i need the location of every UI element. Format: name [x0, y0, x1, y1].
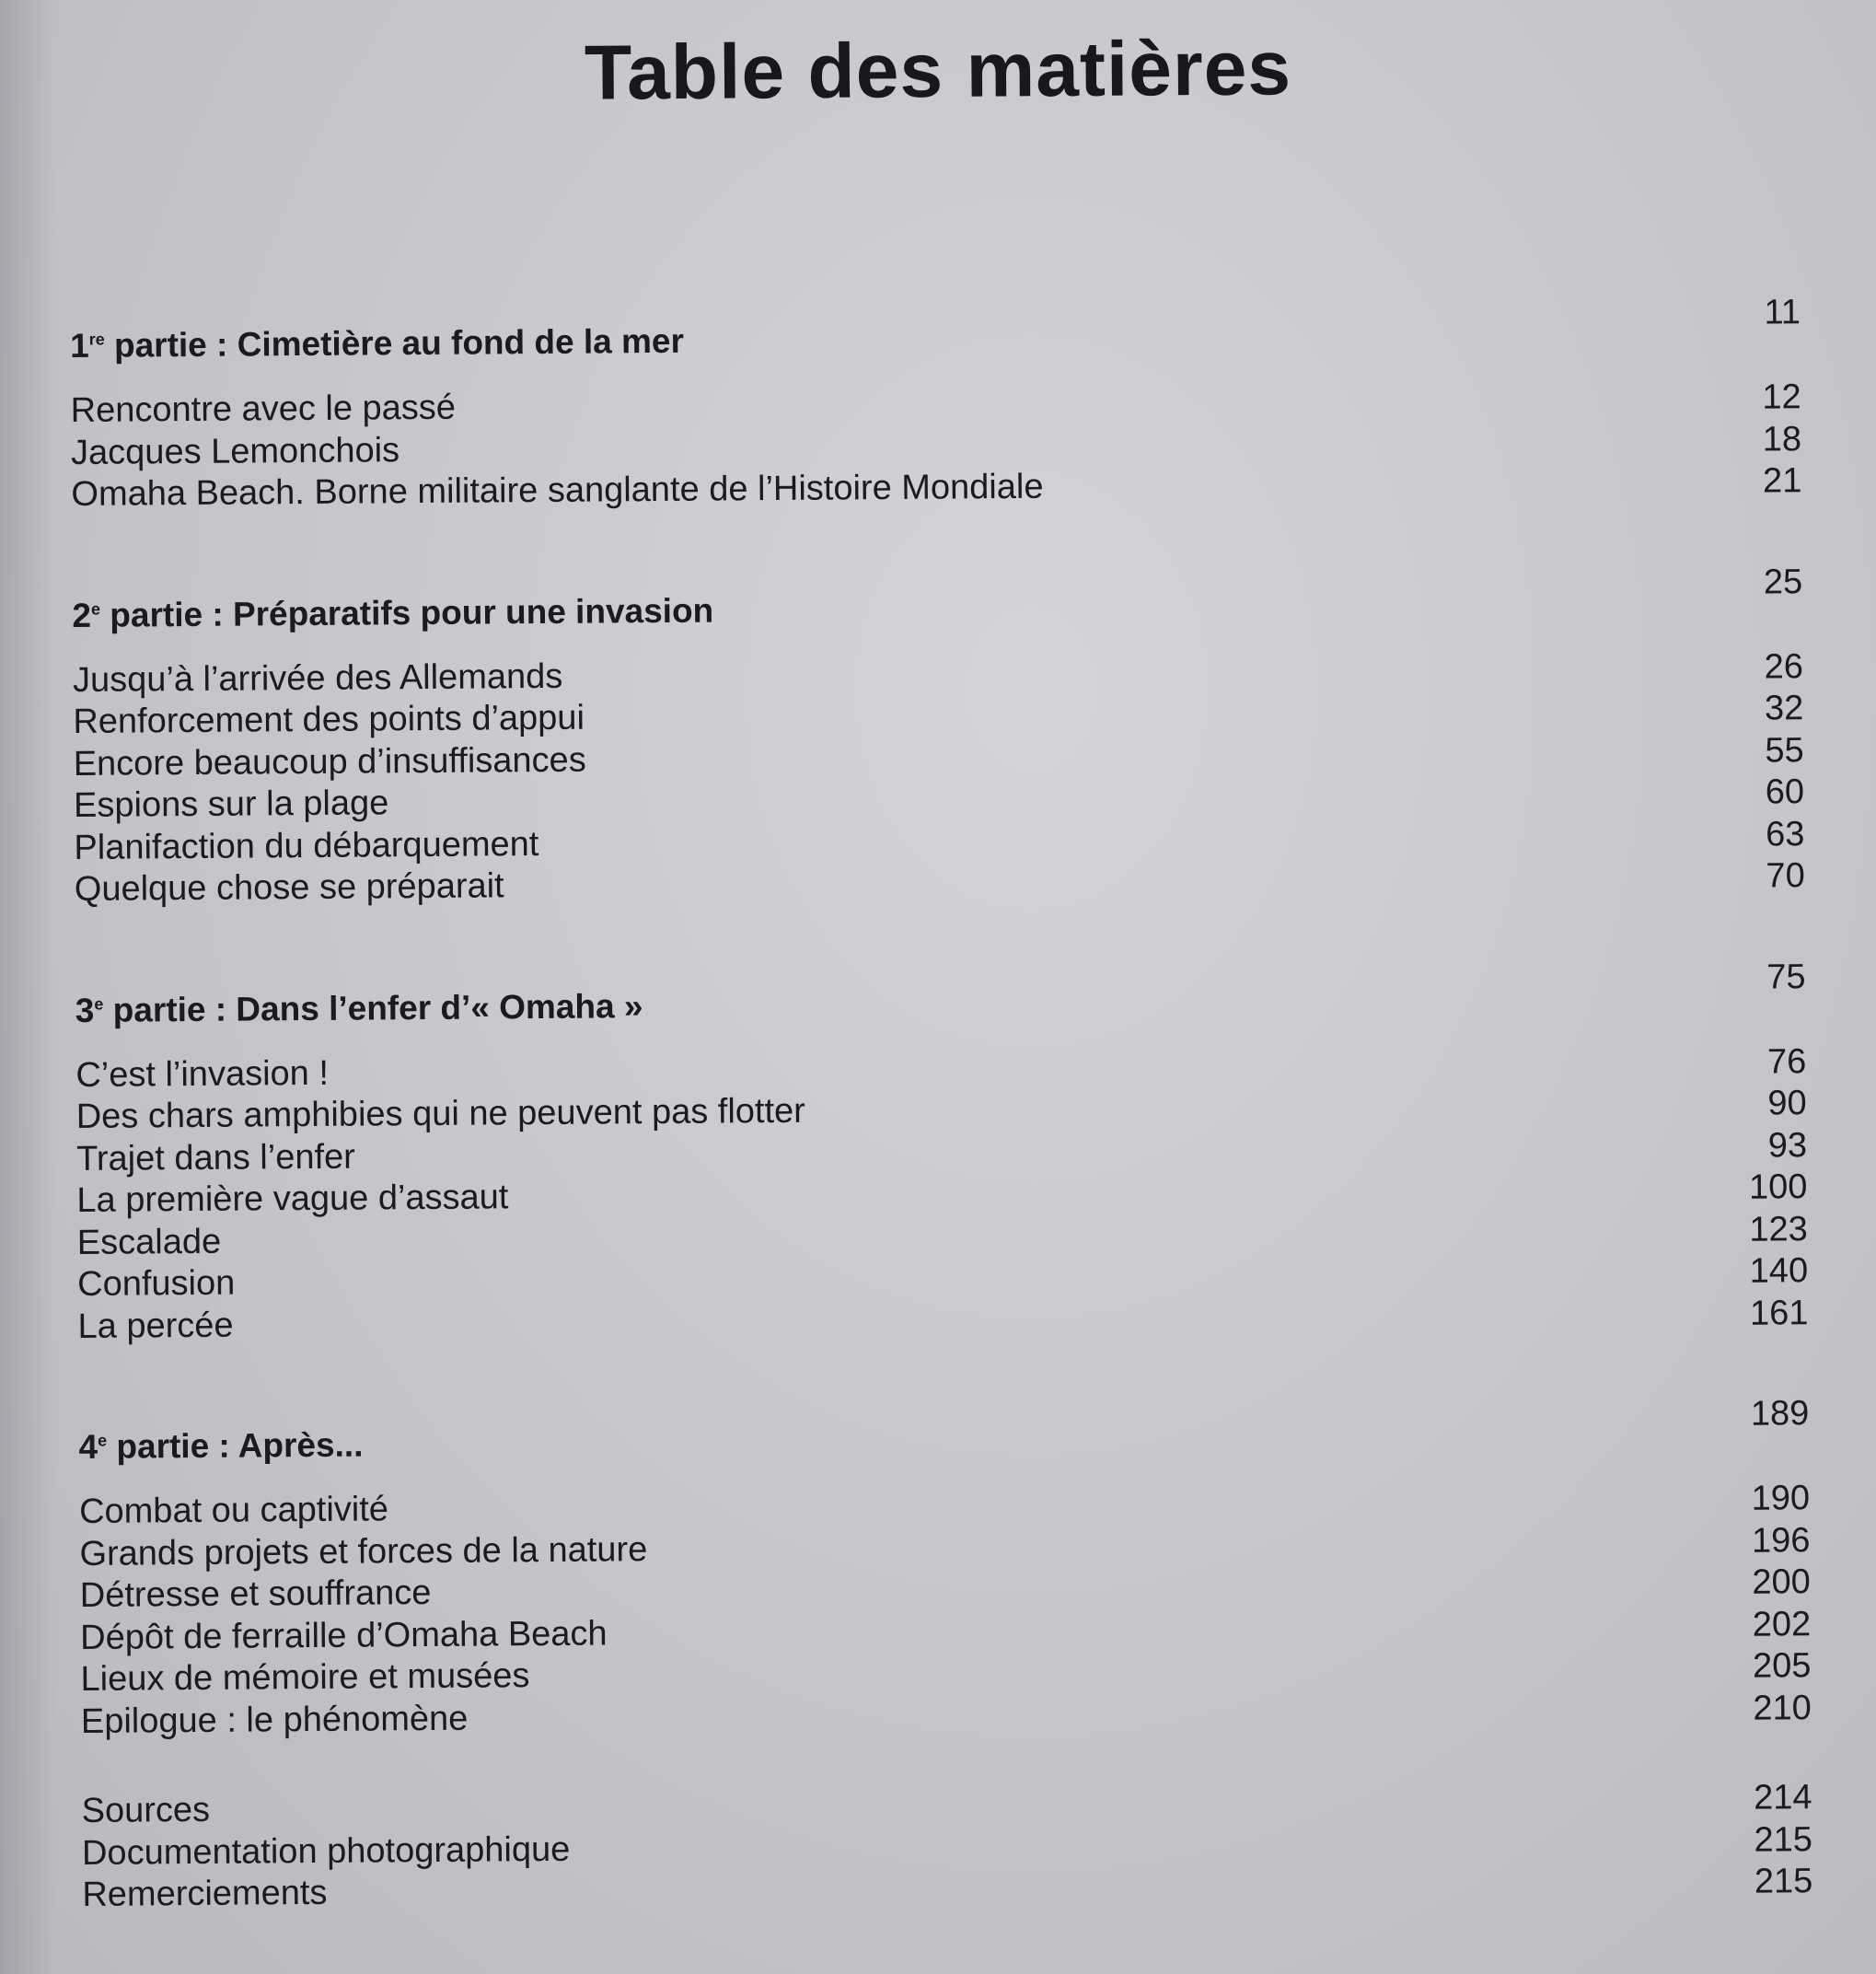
part-entries: [73, 647, 1805, 912]
entry-page-number: 90: [1767, 1084, 1807, 1123]
part-entries: [75, 1042, 1808, 1349]
entry-page-number: 190: [1751, 1479, 1811, 1518]
entry-page-number: 214: [1754, 1778, 1812, 1817]
part-label: partie : Dans l’enfer d’« Omaha »: [103, 986, 643, 1029]
part-number: 3: [75, 991, 95, 1029]
part-page-number: 75: [1766, 957, 1806, 997]
entry-label: Quelque chose se préparait: [74, 866, 504, 909]
entry-page-number: 76: [1766, 1041, 1807, 1082]
entry-label: Encore beaucoup d’insuffisances: [73, 740, 586, 784]
page-fold-shadow: [0, 0, 55, 1974]
part-ordinal-suffix: re: [88, 330, 105, 349]
entry-label: Combat ou captivité: [78, 1490, 389, 1531]
part-label: partie : Après...: [106, 1425, 364, 1466]
part-number: 2: [72, 596, 92, 634]
entry-label: Jacques Lemonchois: [70, 430, 400, 472]
entry-page-number: 55: [1765, 730, 1804, 771]
entry-label: Espions sur la plage: [73, 784, 389, 825]
entry-label: Rencontre avec le passé: [70, 388, 457, 430]
entry-label: C’est l’invasion !: [75, 1053, 330, 1095]
part-number: 4: [78, 1427, 98, 1466]
entry-page-number: 12: [1762, 377, 1801, 417]
entry-page-number: 205: [1752, 1646, 1812, 1686]
toc-part-1: [70, 293, 1802, 517]
entry-page-number: 26: [1764, 646, 1804, 687]
entry-label: Confusion: [77, 1263, 236, 1304]
toc-part-3: [75, 957, 1809, 1349]
entry-label: Escalade: [76, 1222, 222, 1262]
entry-page-number: 196: [1751, 1520, 1811, 1561]
entry-label: Sources: [81, 1790, 211, 1830]
entry-label: Omaha Beach. Borne militaire sanglante de l’Histoire Mondiale: [71, 467, 1044, 514]
entry-page-number: 140: [1749, 1251, 1809, 1291]
entry-page-number: 215: [1754, 1819, 1813, 1860]
entry-label: Planifaction du débarquement: [74, 824, 539, 867]
toc-part-4: [78, 1394, 1812, 1744]
part-title: [75, 987, 643, 1030]
part-header: [75, 957, 1806, 1054]
part-entries: [79, 1479, 1812, 1744]
entry-label: La percée: [77, 1306, 234, 1346]
part-title: [70, 322, 684, 366]
entry-label: Epilogue : le phénomène: [80, 1699, 469, 1741]
entry-page-number: 18: [1762, 419, 1802, 459]
entry-label: Remerciements: [82, 1873, 328, 1914]
part-header: [72, 562, 1803, 659]
part-label: partie : Cimetière au fond de la mer: [104, 321, 685, 365]
part-ordinal-suffix: e: [90, 598, 101, 619]
entry-label: Détresse et souffrance: [79, 1573, 432, 1615]
entry-page-number: 100: [1748, 1167, 1808, 1207]
part-ordinal-suffix: e: [94, 993, 104, 1013]
part-page-number: 11: [1764, 293, 1801, 332]
entry-label: Grands projets et forces de la nature: [79, 1529, 648, 1573]
entry-page-number: 161: [1749, 1293, 1809, 1333]
entry-page-number: 93: [1767, 1125, 1808, 1166]
toc-part-2: [72, 562, 1805, 912]
part-number: 1: [70, 326, 89, 365]
entry-page-number: 60: [1765, 772, 1805, 812]
toc-backmatter: [81, 1778, 1812, 1917]
entry-label: Jusqu’à l’arrivée des Allemands: [72, 656, 563, 700]
entry-page-number: 32: [1764, 689, 1804, 728]
entry-page-number: 200: [1752, 1562, 1811, 1602]
table-of-contents: [70, 293, 1813, 1917]
entry-page-number: 63: [1765, 814, 1805, 854]
entry-page-number: 215: [1754, 1862, 1813, 1901]
entry-label: Des chars amphibies qui ne peuvent pas flotter: [75, 1091, 806, 1136]
part-header: [70, 293, 1801, 389]
entry-label: Renforcement des points d’appui: [73, 698, 585, 741]
part-header: [78, 1394, 1810, 1491]
entry-label: Dépôt de ferraille d’Omaha Beach: [80, 1613, 608, 1657]
entry-label: Trajet dans l’enfer: [75, 1137, 356, 1179]
part-label: partie : Préparatifs pour une invasion: [99, 591, 714, 634]
part-page-number: 189: [1750, 1394, 1810, 1434]
page-title: Table des matières: [584, 24, 1292, 116]
entry-label: La première vague d’assaut: [76, 1178, 509, 1220]
entry-page-number: 210: [1753, 1688, 1812, 1728]
entry-label: Lieux de mémoire et musées: [80, 1656, 530, 1699]
part-ordinal-suffix: e: [97, 1431, 108, 1450]
entry-page-number: 21: [1762, 461, 1802, 501]
entry-label: Documentation photographique: [81, 1829, 571, 1873]
part-entries: [71, 377, 1802, 517]
entry-page-number: 70: [1766, 856, 1805, 896]
part-title: [78, 1426, 363, 1467]
part-page-number: 25: [1763, 562, 1803, 602]
entry-page-number: 202: [1752, 1604, 1812, 1644]
entry-page-number: 123: [1749, 1209, 1808, 1249]
part-title: [72, 591, 713, 634]
